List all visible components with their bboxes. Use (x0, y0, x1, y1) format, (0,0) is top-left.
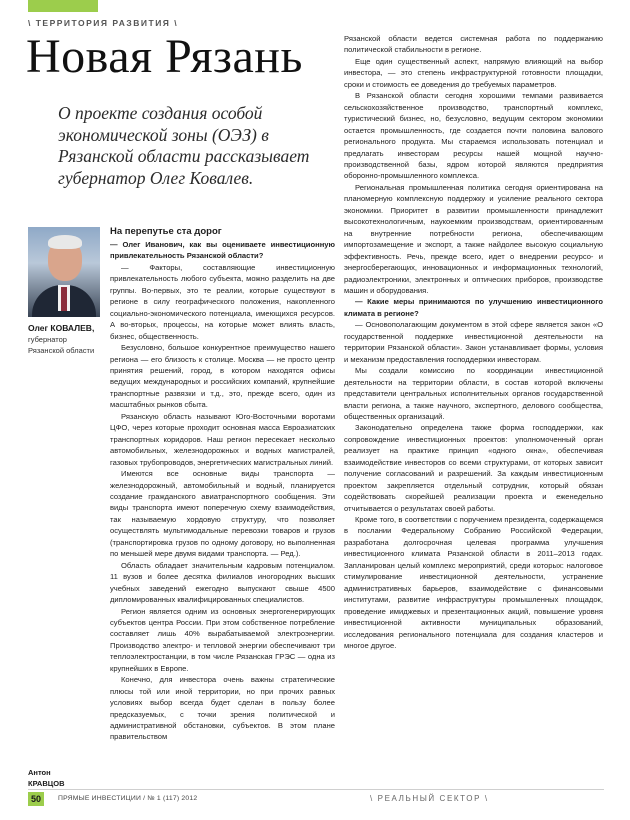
caption-name: Олег КОВАЛЕВ, (28, 323, 95, 333)
author-first-name: Антон (28, 768, 51, 777)
paragraph: Еще один существенный аспект, напрямую влияющий на выбор инвестора, — это степень инфраструктурной готовности площадки, сроки и стоимость ее доведения до требуемых параметров. (344, 56, 603, 89)
section-label-bottom: \ РЕАЛЬНЫЙ СЕКТОР \ (370, 794, 489, 803)
caption-role: губернатор (28, 335, 67, 344)
paragraph: Региональная промышленная политика сегодня ориентирована на планомерную комплексную поддержку и усиление реального сектора экономики. Приоритет в развитии промышленности принадлежит высокотехнологичным, наукоемким производствам, ориентированным на внутренние потребности региона, обеспечивающим импортозамещение и экспорт, а также найдолее высокую социальную эффективность. Речь, прежде всего, идет о внедрении ресурсо- и энергосберегающих, инновационных и информационных технологий, радиоэлектроники, электронных и оптических приборов, производстве машин и оборудования. (344, 182, 603, 295)
author-photo (28, 227, 100, 317)
section-subheading: На перепутье ста дорог (110, 226, 222, 237)
section-label-top: \ ТЕРРИТОРИЯ РАЗВИТИЯ \ (28, 18, 179, 28)
paragraph: Мы создали комиссию по координации инвестиционной деятельности на территории области, в состав которой включены представители центральных исполнительных органов государственной власти региона, а также научного, экспертного, делового сообщества, общественных организаций. (344, 366, 603, 421)
paragraph: В Рязанской области сегодня хорошими темпами развивается сельскохозяйственное производство, транспортный комплекс, туристический бизнес, но, безусловно, ведущим сектором экономики остается промышленность, где создается почти половина валового регионального продукта. Мы стараемся использовать потенциал и предлагать инвесторам ресурсы нашей мощной научно-производственной базы, ядром которой являются предприятия оборонно-промышленного комплекса. (344, 91, 603, 181)
paragraph: Рязанскую область называют Юго-Восточными воротами ЦФО, через которые проходит основная масса Евроазиатских транспортных коридоров. Наш регион пересекает несколько автомобильных, железнодорожных и водных магистралей, газовых трубопроводов, энергетических магистральных линий. (110, 411, 335, 467)
paragraph: Кроме того, в соответствии с поручением президента, содержащемся в послании Федеральному Собранию Российской Федерации, разработана долгосрочная целевая программа улучшения инвестиционного климата Рязанской области в 2011–2013 годах. Запланирован целый комплекс мероприятий, среди которых: налоговое стимулирование инвестиционной деятельности, устранение административных барьеров, взаимодействие с финансовыми институтами, развитие инфраструктуры промышленных площадок, проведение имиджевых и презентационных акций, повышение уровня инвестиционной активности муниципальных образований, исследования регионального потенциала для создания кластеров и многое другое. (344, 515, 603, 651)
paragraph: — Факторы, составляющие инвестиционную привлекательность любого субъекта, можно разделить на две группы. Во-первых, это те реалии, которые существуют в регионе в силу географического положения, накопленного социально-экономического потенциала, имеющихся ресурсов. А во-вторых, процессы, на которые может влиять власть, бизнес, общественность. (110, 262, 335, 341)
text-column-left (110, 225, 335, 743)
author-byline (28, 767, 64, 789)
interview-question: — Олег Иванович, как вы оцениваете инвестиционную привлекательность Рязанской области? (110, 240, 335, 261)
text-column-right (344, 33, 603, 651)
article-title: Новая Рязань (26, 30, 303, 83)
article-lead: О проекте создания особой экономической зоны (ОЭЗ) в Рязанской области рассказывает губернатор Олег Ковалев. (58, 103, 310, 188)
caption-region: Рязанской области (28, 346, 95, 355)
journal-issue: ПРЯМЫЕ ИНВЕСТИЦИИ / № 1 (117) 2012 (58, 795, 198, 802)
paragraph: Безусловно, большое конкурентное преимущество нашего региона — его близость к столице. Москва — не просто центр принятия решений, город, в котором находятся офисы ведущих международных и российских компаний, крупнейшие транспортные развязки и т.д., это, прежде всего, один из масштабных рынков сбыта. (110, 343, 335, 410)
paragraph: Рязанской области ведется системная работа по поддержанию политической стабильности в регионе. (344, 34, 603, 55)
footer-divider (28, 789, 604, 790)
paragraph: Регион является одним из основных энергогенерирующих субъектов центра России. При этом собственное потребление составляет лишь 40% вырабатываемой электроэнергии. Производство электро- и тепловой энергии обеспечивают три теплоэлектростанции, в том числе Рязанская ГРЭС — одна из крупнейших в Европе. (110, 606, 335, 673)
author-last-name: КРАВЦОВ (28, 779, 65, 788)
page-number: 50 (28, 792, 44, 806)
photo-caption (28, 323, 104, 356)
paragraph: Имеются все основные виды транспорта — железнодорожный, автомобильный и водный, планируется создание гражданского авиатранспортного сообщения. Эти виды транспорта имеют поперечную схему взаимодействия, так называемую хордовую структуру, что позволяет осуществлять мультимодальные перевозки товаров и грузов (транспортировка грузов по одному договору, но выполненная по меньшей мере двумя видами транспорта. — Ред.). (110, 469, 335, 559)
header-accent-tab (28, 0, 98, 12)
paragraph: Область обладает значительным кадровым потенциалом. 11 вузов и более десятка филиалов иногородних высших учебных заведений ежегодно выпускают свыше 4500 дипломированных квалифицированных специалистов. (110, 560, 335, 605)
interview-question: — Какие меры принимаются по улучшению инвестиционного климата в регионе? (344, 297, 603, 318)
paragraph: Законодательно определена также форма господдержки, как сопровождение инвестиционных проектов: уполномоченный орган реализует на практике принцип «одного окна», обеспечивая взаимодействие инвесторов со всеми структурами, от которых зависит получение согласований и разрешений. За каждым инвестиционным проектом закрепляется отдельный сотрудник, который обязан содействовать скорейшей реализации проекта и еженедельно отчитывается о результатах своей работы. (344, 423, 603, 513)
paragraph: — Основополагающим документом в этой сфере является закон «О государственной поддержке инвестиционной деятельности на территории Рязанской области». Закон устанавливает формы, условия и механизм предоставления господдержки инвесторам. (344, 320, 603, 364)
paragraph: Конечно, для инвестора очень важны стратегические плюсы той или иной территории, но при прочих равных условиях выбор всегда будет сделан в пользу более предсказуемых, с точки зрения политической и административной обстановки, субъектов. В этом плане правительством (110, 675, 335, 742)
